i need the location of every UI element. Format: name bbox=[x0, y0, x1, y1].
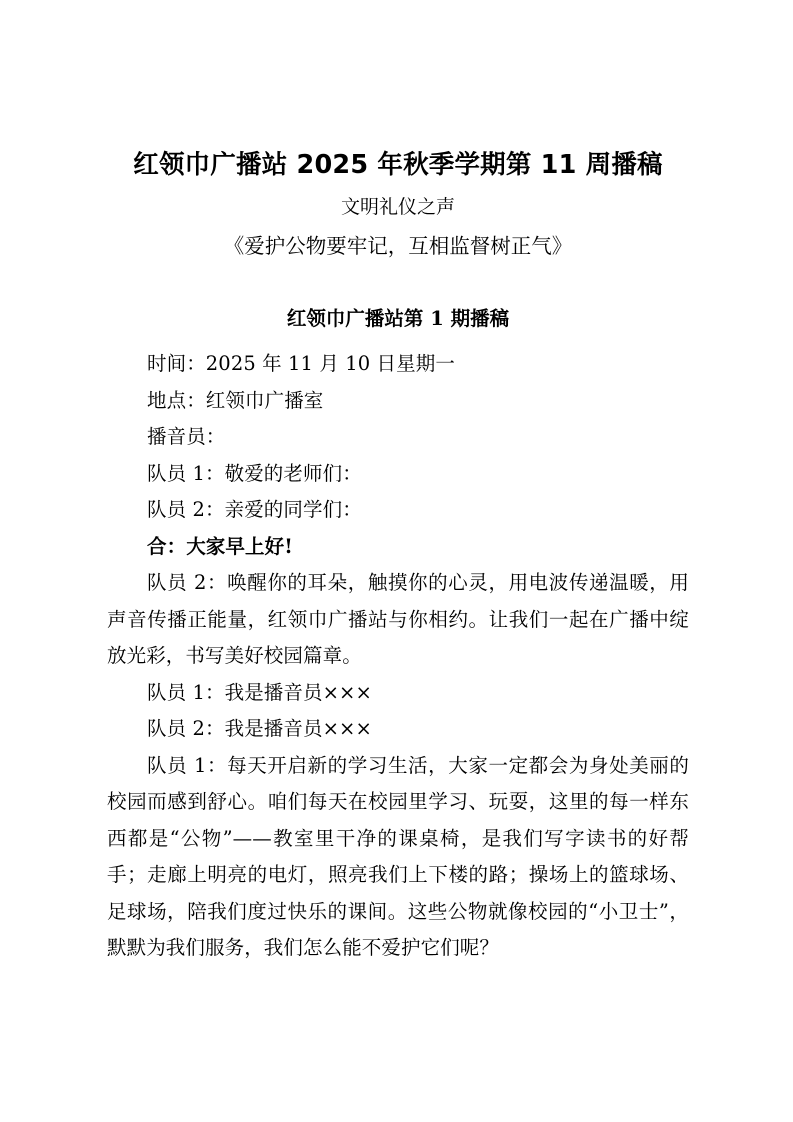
document-subtitle-secondary: 《爱护公物要牢记，互相监督树正气》 bbox=[223, 234, 573, 258]
page-title: 红领巾广播站 2025 年秋季学期第 11 周播稿 bbox=[133, 150, 663, 180]
member2-greeting-line: 队员 2：亲爱的同学们： bbox=[147, 498, 362, 521]
section-heading: 红领巾广播站第 1 期播稿 bbox=[286, 307, 510, 330]
member1-name-line: 队员 1：我是播音员××× bbox=[147, 680, 372, 704]
time-line: 时间：2025 年 11 月 10 日星期一 bbox=[147, 352, 455, 375]
announcer-label-line: 播音员： bbox=[147, 425, 226, 448]
document-subtitle: 文明礼仪之声 bbox=[340, 196, 455, 218]
place-line: 地点：红领巾广播室 bbox=[147, 388, 324, 412]
broadcast-script-body bbox=[107, 346, 689, 967]
member2-name-line: 队员 2：我是播音员××× bbox=[147, 717, 372, 740]
member1-body-paragraph: 队员 1：每天开启新的学习生活，大家一定都会为身处美丽的校园而感到舒心。咱们每天在校园里学习、玩耍，这里的每一样东西都是“公物”——教室里干净的课桌椅，是我们写字读书的好帮手；走廊上明亮的电灯，照亮我们上下楼的路；操场上的篮球场、足球场，陪我们度过快乐的课间。这些公物就像校园的“小卫士”，默默为我们服务，我们怎么能不爱护它们呢？ bbox=[107, 753, 689, 959]
member1-greeting-line: 队员 1：敬爱的老师们： bbox=[147, 461, 362, 485]
together-greeting-line: 合：大家早上好! bbox=[147, 534, 293, 558]
member2-intro-paragraph: 队员 2：唤醒你的耳朵，触摸你的心灵，用电波传递温暖，用声音传播正能量，红领巾广播站与你相约。让我们一起在广播中绽放光彩，书写美好校园篇章。 bbox=[107, 571, 689, 667]
document-content bbox=[107, 146, 689, 967]
